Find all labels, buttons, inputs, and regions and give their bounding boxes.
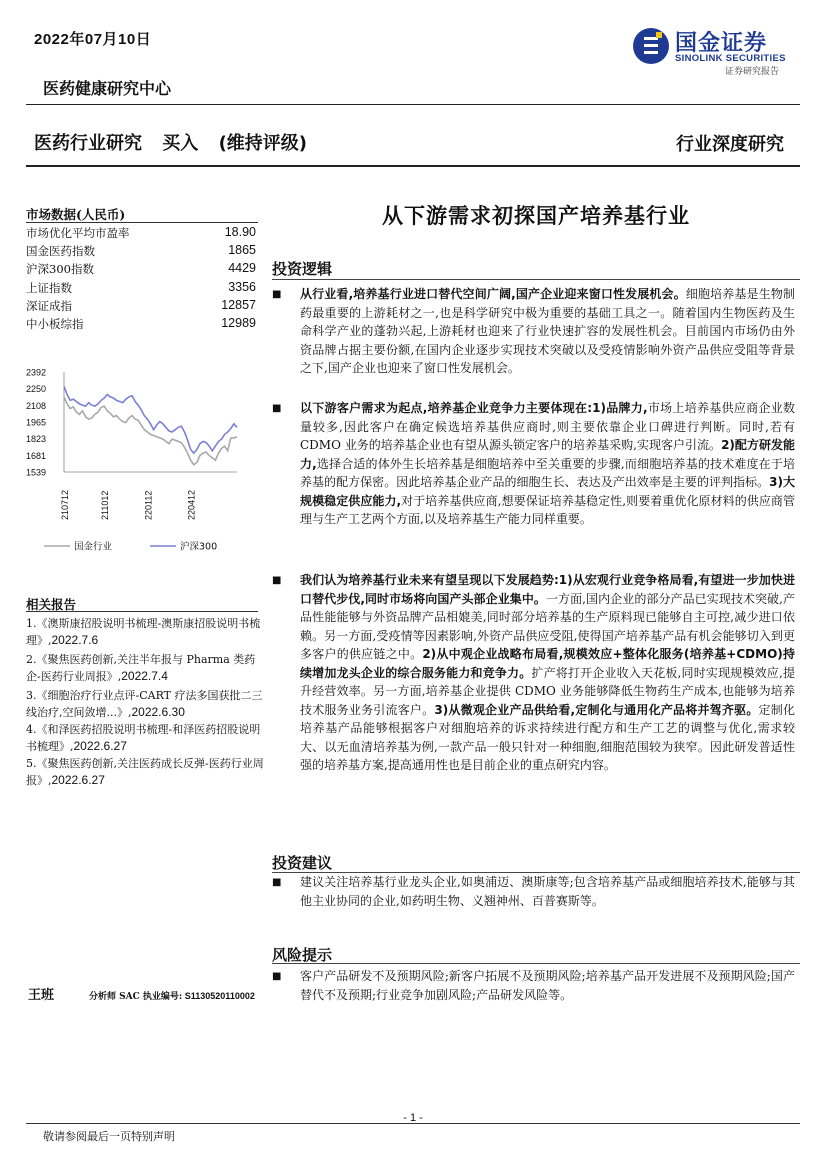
header-divider-bottom <box>26 165 800 167</box>
logic-p2-text-3: 对于培养基供应商,想要保证培养基稳定性,则要着重优化原材料的供应商管理与生产工艺两个方面,以及培养基生产能力同样重要。 <box>300 493 795 526</box>
suggest-paragraph: 建议关注培养基行业龙头企业,如奥浦迈、澳斯康等;包含培养基产品或细胞培养技术,能够与其他主业协同的企业,如药明生物、义翘神州、百普赛斯等。 <box>300 875 795 908</box>
market-data-label: 中小板综指 <box>26 317 84 331</box>
logic-p2-text-2: 选择合适的体外生长培养基是细胞培养中至关重要的步骤,而细胞培养基的技术难度在于培养基的配方保密。因此培养基企业产品的细胞生长、表达及产出效率是主要的评判指标。 <box>300 456 796 489</box>
bullet-icon: ■ <box>272 289 282 300</box>
chart-y-tick-label: 2108 <box>26 400 47 411</box>
logic-p3-bold-2: 2)从中观企业战略布局看,规模效应+整体化服务(培养基+CDMO)持续增加龙头企业的综合服务能力和竞争力。 <box>300 647 795 680</box>
chart-y-tick-label: 1681 <box>26 450 47 461</box>
market-data-label: 上证指数 <box>26 280 72 295</box>
logic-p3-text-2: 扩产将打开企业收入天花板,同时实现规模效应,提升经营效率。另一方面,培养基企业提供 CDMO 业务能够降低生物药生产成本,也能够为培养技术服务业务引流客户。 <box>300 665 795 717</box>
logic-p3-bold-1: 我们认为培养基行业未来有望呈现以下发展趋势:1)从宏观行业竞争格局看,有望进一步加快进口替代步伐,同时市场将向国产头部企业集中。 <box>300 573 795 606</box>
footer-disclaimer: 敬请参阅最后一页特别声明 <box>43 1130 175 1143</box>
market-data-value: 3356 <box>228 279 256 294</box>
logo-text-en: SINOLINK SECURITIES <box>675 53 786 64</box>
chart-x-tick-label: 220412 <box>186 489 197 520</box>
logic-p2-text-1: 市场上培养基供应商企业数量较多,因此客户在确定候选培养基供应商时,则主要依靠企业口碑进行判断。同时,若有 CDMO 业务的培养基企业也有望从源头锁定客户的培养基采购,实现客户引流。 <box>300 401 795 452</box>
chart-x-tick-label: 210712 <box>60 489 70 520</box>
risk-paragraph: 客户产品研发不及预期风险;新客户拓展不及预期风险;培养基产品开发进展不及预期风险;国产替代不及预期;行业竞争加剧风险;产品研发风险等。 <box>300 969 795 1002</box>
logic-p3-text-3: 定制化培养基产品能够根据客户对细胞培养的诉求持续进行配方和生产工艺的调整与优化,需求较大、以无血清培养基为例,一款产品一般只针对一种细胞,细胞范围较为狭窄。因此研发普适性强的培养基方案,提高通用性也是目前企业的重点研究内容。 <box>300 702 795 772</box>
research-center: 医药健康研究中心 <box>43 79 172 98</box>
bullet-icon: ■ <box>272 575 282 586</box>
header-divider <box>26 104 800 105</box>
market-data-label: 深证成指 <box>26 298 72 313</box>
logic-p2-bold-1: 以下游客户需求为起点,培养基企业竞争力主要体现在:1)品牌力, <box>300 401 648 415</box>
logic-paragraph-2 <box>300 399 795 529</box>
bullet-icon: ■ <box>272 403 282 414</box>
rating-note: (维持评级) <box>218 133 308 154</box>
market-data-divider <box>26 222 258 223</box>
market-data-label: 国金医药指数 <box>26 244 95 259</box>
logic-p3-bold-3: 3)从微观企业产品供给看,定制化与通用化产品将并驾齐驱。 <box>434 702 759 717</box>
related-report-item[interactable] <box>26 687 266 721</box>
chart-series-line-1 <box>64 386 237 453</box>
market-data-row <box>26 316 256 334</box>
chart-y-tick-label: 1823 <box>26 434 47 445</box>
section-risk-title: 风险提示 <box>272 946 333 964</box>
related-report-date: 2022.6.27 <box>51 773 105 787</box>
market-data-row <box>26 225 256 243</box>
index-line-chart <box>22 360 262 560</box>
sac-label: 分析师 SAC 执业编号: <box>89 992 183 1002</box>
report-date: 2022年07月10日 <box>34 31 152 48</box>
chart-x-tick-label: 220112 <box>143 490 154 520</box>
logic-p2-bold-3: 3)大规模稳定供应能力, <box>300 475 795 508</box>
footer-divider <box>26 1123 800 1124</box>
market-data-value: 12989 <box>221 316 256 330</box>
chart-legend-label: 国金行业 <box>74 541 113 553</box>
section-suggest-title: 投资建议 <box>272 854 333 872</box>
analyst-sac <box>89 989 255 1002</box>
market-data-value: 18.90 <box>224 225 256 239</box>
market-data-label: 市场优化平均市盈率 <box>26 226 130 240</box>
sac-number: S1130520110002 <box>184 991 255 1001</box>
related-report-title: 3.《细胞治疗行业点评-CART 疗法多国获批二三线治疗,空间敛增...》, <box>26 689 263 719</box>
chart-y-tick-label: 2392 <box>26 367 47 378</box>
bullet-icon: ■ <box>272 971 282 982</box>
logic-p2-bold-2: 2)配方研发能力, <box>300 438 795 471</box>
logic-paragraph-1 <box>300 285 795 378</box>
section-logic-divider <box>272 279 800 280</box>
related-report-item[interactable] <box>26 721 266 755</box>
chart-y-tick-label: 1965 <box>26 417 47 428</box>
rating-line <box>34 129 321 155</box>
chart-y-tick-label: 2250 <box>26 384 47 395</box>
report-title: 从下游需求初探国产培养基行业 <box>382 203 690 228</box>
market-data-value: 1865 <box>228 243 256 258</box>
market-data-row <box>26 280 256 298</box>
related-report-item[interactable] <box>26 755 266 789</box>
related-report-title: 2.《聚焦医药创新,关注半年报与 Pharma 类药企-医药行业周报》, <box>26 653 256 683</box>
logic-p3-text-1: 一方面,国内企业的部分产品已实现技术突破,产品性能能够与外资品牌产品相媲美,同时部分培养基的生产原料现已能够自主可控,减少进口依赖。另一方面,受疫情等因素影响,外资产品供应受阻,使得国产培养基产品有机会能够切入到更多客户的供应链之中。 <box>300 591 795 661</box>
logo-subtitle: 证券研究报告 <box>725 67 780 77</box>
related-report-date: 2022.6.30 <box>131 705 185 719</box>
market-data-value: 12857 <box>221 297 256 312</box>
chart-y-tick-label: 1539 <box>26 467 47 478</box>
logo-mark-icon <box>631 26 671 66</box>
logo-text-cn: 国金证券 <box>675 31 768 56</box>
rating-label: 买入 <box>162 133 199 154</box>
chart-legend-label: 沪深300 <box>180 541 218 553</box>
analyst-name: 王班 <box>28 988 55 1003</box>
page-number: - 1 - <box>403 1112 423 1124</box>
section-logic-title: 投资逻辑 <box>272 260 333 278</box>
section-risk-divider <box>272 963 800 964</box>
logic-p1-text: 细胞培养基是生物制药最重要的上游耗材之一,也是科学研究中极为重要的基础工具之一。随着国内生物医药及生命科学产业的蓬勃兴起,上游耗材也迎来了行业快速扩容的发展性机会。目前国内市场仍由外资品牌占据主要份额,在国内企业逐步实现技术突破以及受疫情影响外资产品供应受阻等背景之下,国产企业也迎来了窗口性发展机会。 <box>300 287 795 375</box>
logic-paragraph-3 <box>300 571 795 775</box>
related-report-title: 1.《澳斯康招股说明书梳理-澳斯康招股说明书梳理》, <box>26 617 261 647</box>
related-reports-title: 相关报告 <box>26 597 77 612</box>
related-report-item[interactable] <box>26 615 266 649</box>
market-data-row <box>26 243 256 261</box>
related-report-title: 5.《聚焦医药创新,关注医药成长反弹-医药行业周报》, <box>26 757 264 787</box>
logic-p1-bold: 从行业看,培养基行业进口替代空间广阔,国产企业迎来窗口性发展机会。 <box>300 287 686 301</box>
market-data-value: 4429 <box>228 261 256 276</box>
industry-label: 医药行业研究 <box>34 133 142 154</box>
related-reports-divider <box>26 611 258 612</box>
related-report-date: 2022.7.4 <box>121 669 168 683</box>
related-report-title: 4.《和泽医药招股说明书梳理-和泽医药招股说明书梳理》, <box>26 723 261 753</box>
market-data-row <box>26 298 256 316</box>
chart-series-line-0 <box>64 397 237 465</box>
market-data-row <box>26 261 256 279</box>
market-data-label: 沪深300指数 <box>26 262 94 277</box>
market-data-title: 市场数据(人民币) <box>26 207 126 222</box>
related-report-date: 2022.7.6 <box>51 633 99 647</box>
bullet-icon: ■ <box>272 877 282 888</box>
chart-x-tick-label: 211012 <box>100 490 111 520</box>
report-type: 行业深度研究 <box>676 134 784 155</box>
related-report-date: 2022.6.27 <box>73 739 127 753</box>
related-report-item[interactable] <box>26 651 266 685</box>
